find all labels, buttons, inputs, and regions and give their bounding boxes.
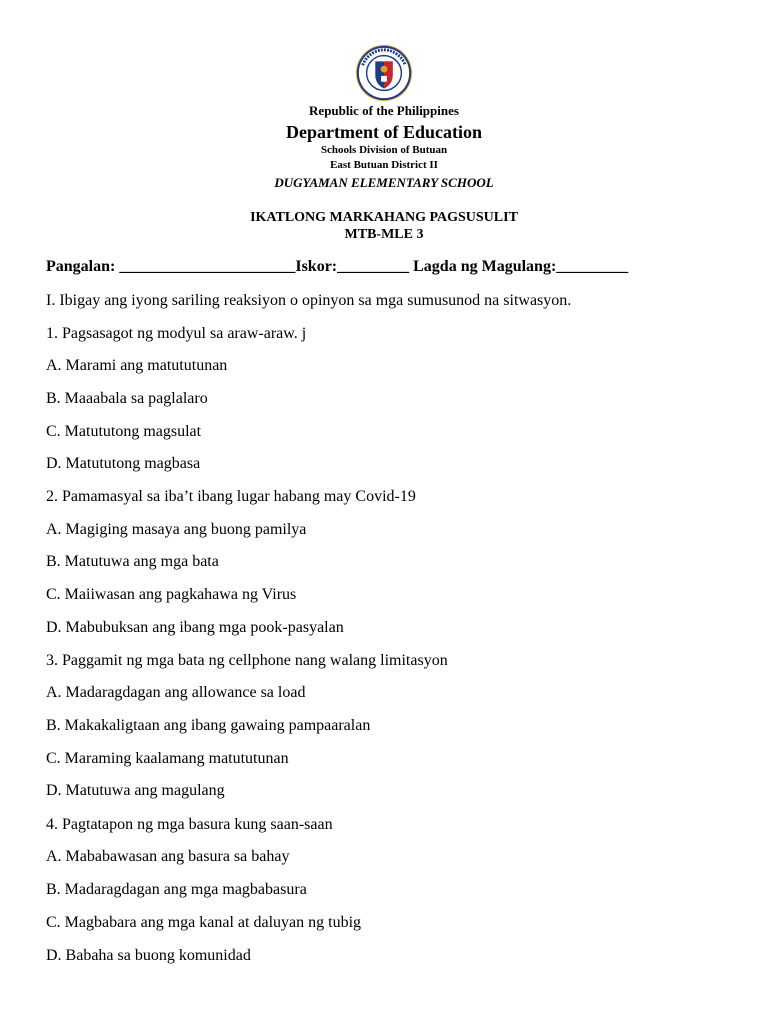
option-4b: B. Madaragdagan ang mga magbabasura <box>46 881 307 898</box>
school-name: DUGYAMAN ELEMENTARY SCHOOL <box>274 175 494 190</box>
option-2c: C. Maiiwasan ang pagkahawa ng Virus <box>46 586 297 603</box>
option-3a: A. Madaragdagan ang allowance sa load <box>46 684 306 701</box>
option-1a: A. Marami ang matututunan <box>46 357 228 374</box>
option-4d: D. Babaha sa buong komunidad <box>46 947 251 964</box>
deped-seal-logo <box>355 44 413 102</box>
option-4a: A. Mababawasan ang basura sa bahay <box>46 848 290 865</box>
district-line: East Butuan District II <box>330 159 438 171</box>
department-title: Department of Education <box>286 122 482 142</box>
option-3d: D. Matutuwa ang magulang <box>46 782 225 799</box>
option-2d: D. Mabubuksan ang ibang mga pook-pasyalan <box>46 619 344 636</box>
option-1b: B. Maaabala sa paglalaro <box>46 390 208 407</box>
republic-line: Republic of the Philippines <box>309 103 459 118</box>
student-info-line: Pangalan: ______________________Iskor:_________ Lagda ng Magulang:_________ <box>46 258 629 275</box>
option-4c: C. Magbabara ang mga kanal at daluyan ng tubig <box>46 914 362 931</box>
option-2a: A. Magiging masaya ang buong pamilya <box>46 521 307 538</box>
question-4: 4. Pagtatapon ng mga basura kung saan-saan <box>46 816 333 833</box>
question-3: 3. Paggamit ng mga bata ng cellphone nang walang limitasyon <box>46 652 448 669</box>
division-line: Schools Division of Butuan <box>320 144 448 156</box>
option-2b: B. Matutuwa ang mga bata <box>46 553 219 570</box>
question-1: 1. Pagsasagot ng modyul sa araw-araw. j <box>46 325 307 342</box>
option-3c: C. Maraming kaalamang matututunan <box>46 750 289 767</box>
exam-title: IKATLONG MARKAHANG PAGSUSULIT <box>250 210 518 225</box>
exam-subject: MTB-MLE 3 <box>344 227 424 242</box>
option-3b: B. Makakaligtaan ang ibang gawaing pampaaralan <box>46 717 371 734</box>
option-1c: C. Matututong magsulat <box>46 423 202 440</box>
question-2: 2. Pamamasyal sa iba’t ibang lugar habang may Covid-19 <box>46 488 416 505</box>
instruction-text: I. Ibigay ang iyong sariling reaksiyon o opinyon sa mga sumusunod na sitwasyon. <box>46 292 572 309</box>
option-1d: D. Matututong magbasa <box>46 455 201 472</box>
